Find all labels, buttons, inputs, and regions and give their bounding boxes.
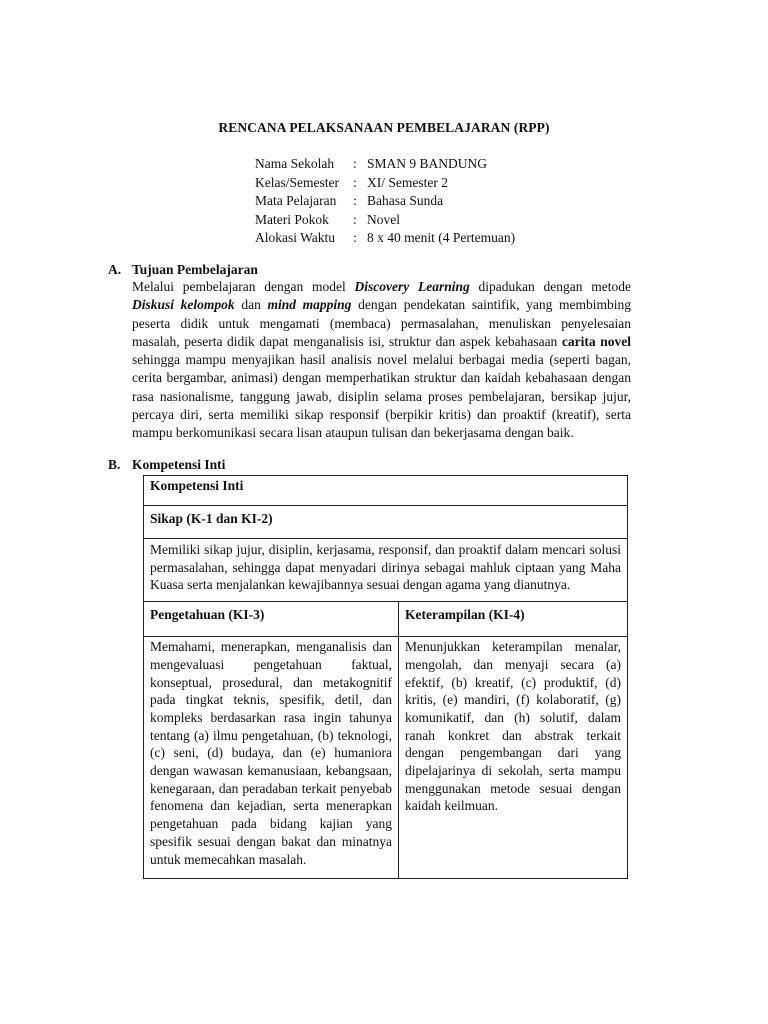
table-row [144, 637, 628, 879]
kompetensi-inti-table [143, 475, 628, 879]
info-label: Nama Sekolah [255, 156, 335, 171]
info-value: SMAN 9 BANDUNG [367, 156, 488, 171]
strong-text: carita novel [561, 333, 632, 349]
sikap-text-cell: Memiliki sikap jujur, disiplin, kerjasama, responsif, dan proaktif dalam mencari solusi permasalahan, sehingga dapat menyadari dirinya sebagai mahluk ciptaan yang Maha Kuasa serta menjalankan kewajibannya sesuai dengan agama yang dianutnya. [144, 539, 628, 602]
tujuan-paragraph [132, 278, 631, 443]
paragraph-text: dengan pendekatan saintifik, yang membimbing peserta didik untuk mengamati (membaca) permasalahan, menuliskan penyelesaian masalah, peserta didik dapat menganalisis isi, struktur dan aspek kebahasaan [132, 297, 632, 349]
info-row-time [255, 229, 515, 248]
ki4-header-cell: Keterampilan (KI-4) [399, 602, 628, 637]
table-row [144, 539, 628, 602]
emphasis-text: Diskusi kelompok [132, 297, 235, 313]
info-row-school [255, 155, 515, 174]
info-colon: : [353, 156, 357, 171]
table-row [144, 506, 628, 539]
emphasis-text: Discovery Learning [354, 279, 470, 294]
paragraph-text: Melalui pembelajaran dengan model [132, 279, 355, 294]
info-row-class [255, 174, 515, 193]
info-value: 8 x 40 menit (4 Pertemuan) [367, 230, 516, 245]
info-row-subject [255, 192, 515, 211]
ki3-text-cell: Memahami, menerapkan, menganalisis dan mengevaluasi pengetahuan faktual, konseptual, prosedural, dan metakognitif pada tingkat teknis, spesifik, detil, dan kompleks berdasarkan rasa ingin tahunya tentang (a) ilmu pengetahuan, (b) teknologi, (c) seni, (d) budaya, dan (e) humaniora dengan wawasan kemanusiaan, kebangsaan, kenegaraan, dan peradaban terkait penyebab fenomena dan kejadian, serta menerapkan pengetahuan pada bidang kajian yang spesifik sesuai dengan bakat dan minatnya untuk memecahkan masalah. [144, 637, 399, 879]
paragraph-text: sehingga mampu menyajikan hasil analisis novel melalui berbagai media (seperti bagan, cerita bergambar, animasi) dengan memperhatikan struktur dan kaidah kebahasaan dengan rasa nasionalisme, tanggung jawab, disiplin selama proses pembelajaran, bersikap jujur, percaya diri, serta memiliki sikap responsif (berpikir kritis) dan proaktif (kreatif), serta mampu berkomunikasi secara lisan ataupun tulisan dan bekerjasama dengan baik. [132, 352, 631, 441]
info-label: Alokasi Waktu [255, 230, 336, 245]
info-label: Mata Pelajaran [255, 193, 337, 208]
info-label: Kelas/Semester [255, 174, 339, 190]
section-title: Tujuan Pembelajaran [132, 262, 258, 277]
info-colon: : [353, 193, 357, 208]
info-value: XI/ Semester 2 [367, 174, 448, 190]
info-label: Materi Pokok [255, 211, 329, 227]
info-colon: : [353, 230, 357, 245]
ki3-header-cell: Pengetahuan (KI-3) [144, 602, 399, 637]
info-colon: : [353, 174, 357, 190]
section-a-heading [108, 262, 258, 278]
info-value: Bahasa Sunda [367, 193, 444, 208]
paragraph-text: dan [234, 297, 268, 313]
table-row [144, 476, 628, 506]
info-colon: : [353, 211, 357, 227]
info-value: Novel [367, 211, 400, 227]
emphasis-text: mind mapping [267, 297, 352, 313]
sikap-header-cell: Sikap (K-1 dan KI-2) [144, 506, 628, 539]
table-header-cell: Kompetensi Inti [144, 476, 628, 506]
ki4-text-cell: Menunjukkan keterampilan menalar, mengolah, dan menyaji secara (a) efektif, (b) kreatif, (c) produktif, (d) kritis, (e) mandiri, (f) kolaboratif, (g) komunikatif, dan (h) solutif, dalam ranah konkret dan abstrak terkait dengan pengembangan dari yang dipelajarinya di sekolah, serta mampu menggunakan metode sesuai dengan kaidah keilmuan. [399, 637, 628, 879]
paragraph-text: dipadukan dengan metode [469, 279, 631, 294]
section-b-heading [108, 457, 225, 473]
section-letter: B. [108, 457, 121, 472]
table-row [144, 602, 628, 637]
info-block [255, 155, 515, 248]
section-letter: A. [108, 262, 122, 277]
document-title: RENCANA PELAKSANAAN PEMBELAJARAN (RPP) [218, 120, 550, 135]
info-row-material [255, 211, 515, 230]
section-title: Kompetensi Inti [132, 457, 226, 472]
